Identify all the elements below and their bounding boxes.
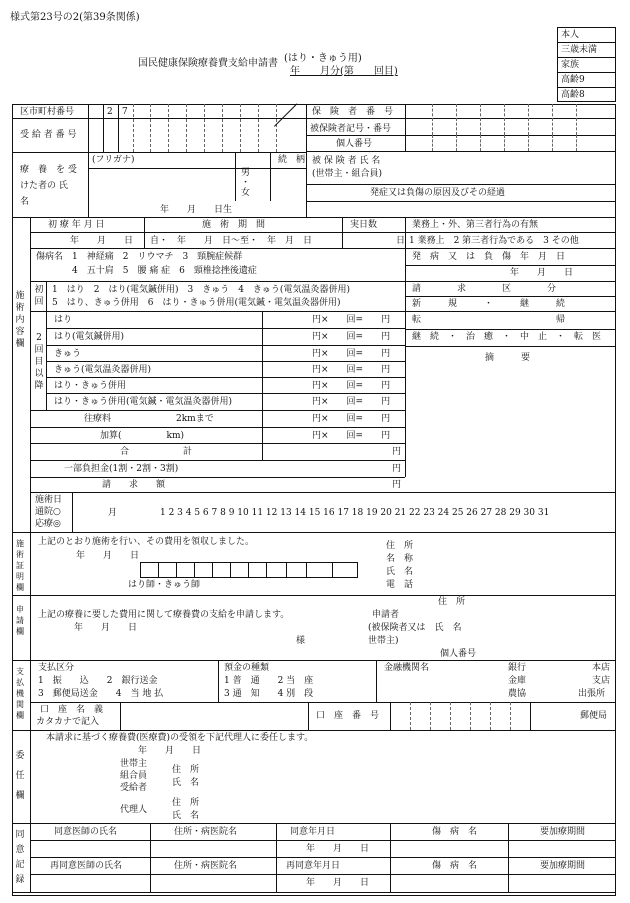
- row-moxibustion-electric: きゅう(電気温灸器併用): [54, 365, 152, 375]
- branch-type-shutcho[interactable]: 出張所: [578, 689, 606, 699]
- visit-month: 月: [108, 508, 118, 518]
- registration-number-boxes[interactable]: [140, 562, 358, 578]
- first-visit-label: 初回: [34, 285, 44, 307]
- principal-householder[interactable]: 世帯主: [120, 759, 148, 769]
- branch-type-honten[interactable]: 本店: [592, 663, 611, 673]
- agent-label: 代理人: [120, 805, 148, 815]
- rate-2: 円× 回= 円: [312, 332, 391, 342]
- category-elderly-9[interactable]: 高齢9: [561, 75, 585, 85]
- rate-5: 円× 回= 円: [312, 381, 391, 391]
- insured-symbol-label: 被保険者記号・番号: [310, 124, 392, 134]
- reconsent-period-label: 要加療期間: [540, 861, 586, 871]
- insured-name-label: 被 保 険 者 氏 名: [312, 156, 381, 166]
- disease-label: 傷病名: [36, 252, 64, 262]
- consent-disease-label: 傷 病 名: [432, 827, 478, 837]
- insured-name-sub: (世帯主・組合員): [312, 169, 383, 179]
- bank-name-label: 金融機関名: [384, 663, 430, 673]
- reconsent-clinic-label: 住所・病医院名: [174, 861, 238, 871]
- row-acupuncture-electric: はり(電気鍼併用): [54, 332, 125, 342]
- account-holder-katakana: カタカナで記入: [36, 717, 100, 727]
- branch-type-shiten[interactable]: 支店: [592, 676, 611, 686]
- birth-date: 年 月 日生: [160, 205, 233, 215]
- category-elderly-8[interactable]: 高齢8: [561, 90, 585, 100]
- consent-clinic-label: 住所・病医院名: [174, 827, 238, 837]
- treatment-period-label: 施 術 期 間: [202, 220, 266, 230]
- gender-female[interactable]: 女: [241, 188, 251, 198]
- recipient-number-label: 受 給 者 番 号: [20, 130, 77, 140]
- disease-line-1[interactable]: 1 神経痛 2 リウマチ 3 頸腕症候群: [72, 252, 243, 262]
- visit-days-label: 施術日: [35, 495, 63, 505]
- insurer-number-label: 保 険 者 番 号: [312, 107, 394, 117]
- actual-days-unit: 日: [396, 236, 406, 246]
- reconsent-doctor-label: 再同意医師の氏名: [50, 861, 123, 871]
- row-moxibustion: きゅう: [54, 349, 82, 359]
- consent-date-value: 年 月 日: [306, 844, 370, 854]
- row-acupuncture: はり: [54, 315, 73, 325]
- proof-facility-name: 名 称: [386, 554, 414, 564]
- rate-4: 円× 回= 円: [312, 365, 391, 375]
- reconsent-date-value: 年 月 日: [306, 878, 370, 888]
- addition-rate: 円× 回= 円: [312, 431, 391, 441]
- work-relation-options[interactable]: 1 業務上 2 第三者行為である 3 その他: [409, 236, 579, 246]
- treatment-side-label: 施術内容欄: [15, 291, 25, 349]
- first-date-value: 年 月 日: [70, 236, 134, 246]
- proof-date: 年 月 日: [76, 551, 140, 561]
- disease-line-2[interactable]: 4 五十肩 5 腰 痛 症 6 頸椎捻挫後遺症: [72, 266, 257, 276]
- treatment-period-value: 自・ 年 月 日〜至・ 年 月 日: [150, 236, 313, 246]
- reconsent-disease-label: 傷 病 名: [432, 861, 478, 871]
- outcome-label: 転 帰: [412, 315, 566, 325]
- city-code-digit-2: 7: [122, 107, 128, 117]
- furigana-label: (フリガナ): [92, 155, 135, 165]
- category-self[interactable]: 本人: [561, 30, 580, 40]
- onset-label: 発 病 又 は 負 傷 年 月 日: [412, 252, 566, 262]
- account-holder-label: 口 座 名 義: [40, 705, 104, 715]
- proof-phone: 電 話: [386, 580, 414, 590]
- bank-type-nokyo[interactable]: 農協: [508, 689, 527, 699]
- payment-method-label: 支払区分: [38, 663, 75, 673]
- account-number-label: 口 座 番 号: [316, 711, 380, 721]
- claim-amount-label: 請 求 額: [102, 480, 166, 490]
- total-yen: 円: [392, 447, 402, 457]
- claim-type-label: 請 求 区 分: [412, 284, 557, 294]
- category-family[interactable]: 家族: [561, 60, 580, 70]
- applicant-address: 住 所: [438, 597, 466, 607]
- application-side-label: 申請欄: [16, 605, 24, 636]
- relation-label: 続 柄: [278, 155, 306, 165]
- actual-days-label: 実日数: [350, 220, 378, 230]
- travel-distance: 2kmまで: [176, 414, 214, 424]
- addition-label: 加算( km): [100, 431, 185, 441]
- work-relation-label: 業務上・外、第三者行為の有無: [412, 220, 539, 230]
- first-visit-line-1[interactable]: 1 はり 2 はり(電気鍼併用) 3 きゅう 4 きゅう(電気温灸器併用): [52, 285, 350, 295]
- proof-side-label: 施術証明欄: [16, 539, 24, 592]
- proof-address: 住 所: [386, 541, 414, 551]
- second-visit-label: 2回目以降: [34, 333, 44, 391]
- addressee-sama: 様: [296, 636, 306, 646]
- consent-side-label: 同意記録: [15, 830, 25, 885]
- proof-person-name: 氏 名: [386, 567, 414, 577]
- gender-male[interactable]: 男: [241, 168, 251, 178]
- proxy-side-label: 委任欄: [15, 751, 25, 801]
- payment-method-row-2[interactable]: 3 郵便局送金 4 当 地 払: [38, 689, 164, 699]
- first-date-label: 初 療 年 月 日: [48, 220, 105, 230]
- onset-value: 年 月 日: [510, 268, 574, 278]
- travel-rate: 円× 回= 円: [312, 414, 391, 424]
- deposit-type-row-2[interactable]: 3 通 知 4 別 段: [224, 689, 314, 699]
- proxy-text: 本請求に基づく療養費(医療費)の受領を下記代理人に委任します。: [46, 733, 314, 743]
- deposit-type-row-1[interactable]: 1 普 通 2 当 座: [224, 676, 314, 686]
- copay-label[interactable]: 一部負担金(1割・2割・3割): [64, 464, 179, 474]
- claim-type-options[interactable]: 新 規 ・ 継 続: [412, 299, 566, 309]
- row-combined-electric: はり・きゅう併用(電気鍼・電気温灸器併用): [54, 397, 233, 407]
- post-office-label: 郵便局: [580, 711, 608, 721]
- cause-label: 発症又は負傷の原因及びその経過: [370, 188, 506, 198]
- applicant-sub-label: (被保険者又は 氏 名: [368, 623, 462, 633]
- agent-address: 住 所: [172, 798, 200, 808]
- visit-outpatient: 通院○: [35, 507, 61, 517]
- application-text: 上記の療養に要した費用に関して療養費の支給を申請します。: [38, 610, 290, 620]
- summary-label: 摘 要: [485, 353, 531, 363]
- form-subtitle: (はり・きゅう用): [284, 53, 362, 64]
- visit-day-numbers[interactable]: 1 2 3 4 5 6 7 8 9 10 11 12 13 14 15 16 17 18 19 20 21 22 23 24 25 26 27 28 29 30 31: [160, 508, 550, 518]
- gender-dot: ・: [241, 178, 251, 188]
- applicant-householder: 世帯主): [368, 636, 399, 646]
- patient-name-label: 療 養 を 受けた者の 氏 名: [20, 165, 86, 207]
- bank-type-bank[interactable]: 銀行: [508, 663, 527, 673]
- proof-text: 上記のとおり施術を行い、その費用を領収しました。: [38, 537, 255, 547]
- consent-doctor-label: 同意医師の氏名: [54, 827, 118, 837]
- category-under-three[interactable]: 三歳未満: [561, 45, 598, 55]
- city-code-label: 区市町村番号: [20, 107, 75, 117]
- consent-period-label: 要加療期間: [540, 827, 586, 837]
- reconsent-date-label: 再同意年月日: [286, 861, 341, 871]
- practitioner-label: はり師・きゅう師: [128, 580, 201, 590]
- row-combined: はり・きゅう併用: [54, 381, 127, 391]
- total-label: 合 計: [120, 447, 193, 457]
- applicant-personal-number: 個人番号: [440, 649, 477, 659]
- principal-address: 住 所: [172, 765, 200, 775]
- claim-period: 年 月分(第 回目): [290, 66, 398, 77]
- claim-amount-yen: 円: [392, 480, 402, 490]
- rate-1: 円× 回= 円: [312, 315, 391, 325]
- form-number: 様式第23号の2(第39条関係): [10, 12, 140, 23]
- travel-fee-label: 往療料: [84, 414, 112, 424]
- application-date: 年 月 日: [74, 623, 138, 633]
- rate-6: 円× 回= 円: [312, 397, 391, 407]
- payment-method-row-1[interactable]: 1 振 込 2 銀行送金: [38, 676, 158, 686]
- visit-house-call: 応療◎: [35, 519, 61, 529]
- city-code-digit-1: 2: [107, 107, 113, 117]
- first-visit-line-2[interactable]: 5 はり、きゅう併用 6 はり・きゅう併用(電気鍼・電気温灸器併用): [52, 298, 341, 308]
- personal-number-label: 個人番号: [336, 139, 373, 149]
- rate-3: 円× 回= 円: [312, 349, 391, 359]
- principal-name: 氏 名: [172, 778, 200, 788]
- form-title: 国民健康保険療養費支給申請書: [138, 58, 278, 69]
- applicant-label: 申請者: [372, 610, 400, 620]
- principal-member[interactable]: 組合員: [120, 771, 148, 781]
- payment-side-label: 支払機関欄: [16, 667, 24, 720]
- proxy-date: 年 月 日: [138, 746, 202, 756]
- principal-recipient[interactable]: 受給者: [120, 783, 148, 793]
- consent-date-label: 同意年月日: [290, 827, 336, 837]
- copay-yen: 円: [392, 464, 402, 474]
- bank-type-kinko[interactable]: 金庫: [508, 676, 527, 686]
- agent-name: 氏 名: [172, 811, 200, 821]
- outcome-options[interactable]: 継 続 ・ 治 癒 ・ 中 止 ・ 転 医: [412, 332, 602, 342]
- deposit-type-label: 預金の種類: [224, 663, 270, 673]
